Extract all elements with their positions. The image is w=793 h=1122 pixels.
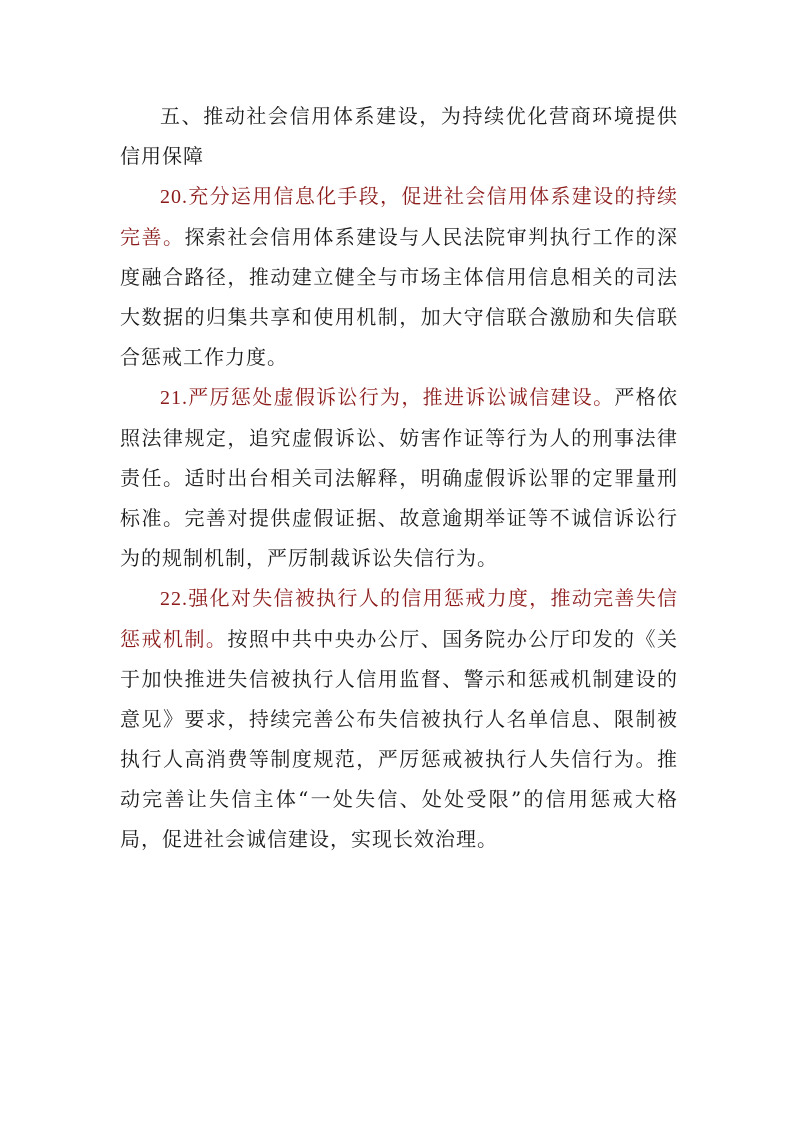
item-body-22: 按照中共中央办公厅、国务院办公厅印发的《关于加快推进失信被执行人信用监督、警示和惩戒机制建设的意见》要求，持续完善公布失信被执行人名单信息、限制被执行人高消费等制度规范，严厉惩戒被执行人失信行为。推动完善让失信主体“一处失信、处处受限”的信用惩戒大格局，促进社会诚信建设，实现长效治理。 — [120, 627, 679, 851]
item-title-22: 强化对失信被执行人的信用惩戒力度，推动完善失信惩戒机制。 — [120, 586, 678, 651]
document-body — [120, 96, 678, 859]
item-number-22: 22. — [160, 588, 188, 610]
item-number-21: 21. — [160, 387, 188, 409]
item-paragraph-22 — [120, 578, 678, 859]
item-title-21: 严厉惩处虚假诉讼行为，推进诉讼诚信建设。 — [188, 385, 615, 409]
item-paragraph-21 — [120, 377, 678, 578]
item-body-20: 探索社会信用体系建设与人民法院审判执行工作的深度融合路径，推动建立健全与市场主体信用信息相关的司法大数据的归集共享和使用机制，加大守信联合激励和失信联合惩戒工作力度。 — [120, 225, 679, 369]
item-number-20: 20. — [160, 186, 188, 208]
section-heading: 五、推动社会信用体系建设，为持续优化营商环境提供信用保障 — [120, 104, 678, 168]
item-title-20: 充分运用信息化手段，促进社会信用体系建设的持续完善。 — [120, 184, 678, 249]
item-paragraph-20 — [120, 176, 678, 377]
item-body-21: 严格依照法律规定，追究虚假诉讼、妨害作证等行为人的刑事法律责任。适时出台相关司法解释，明确虚假诉讼罪的定罪量刑标准。完善对提供虚假证据、故意逾期举证等不诚信诉讼行为的规制机制，严厉制裁诉讼失信行为。 — [120, 385, 679, 570]
